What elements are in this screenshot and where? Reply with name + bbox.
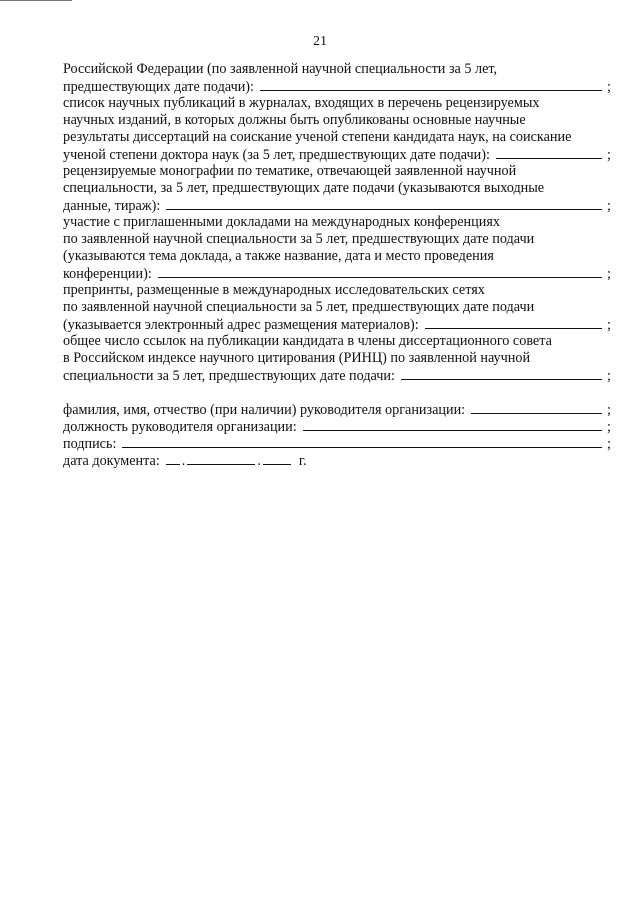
text-line: участие с приглашенными докладами на международных конференциях: [63, 214, 500, 230]
date-year-field[interactable]: [263, 452, 291, 465]
field-line: конференции): ;: [63, 266, 611, 282]
fill-blank[interactable]: [496, 146, 602, 159]
text-line: по заявленной научной специальности за 5 лет, предшествующих дате подачи: [63, 231, 535, 247]
head-name-field[interactable]: [471, 401, 602, 414]
text-line: препринты, размещенные в международных исследовательских сетях: [63, 282, 485, 298]
fill-blank[interactable]: [425, 316, 602, 329]
field-line: специальности за 5 лет, предшествующих дате подачи: ;: [63, 368, 611, 384]
signature-line: подпись: ;: [63, 436, 611, 452]
text-line: по заявленной научной специальности за 5 лет, предшествующих дате подачи: [63, 299, 535, 315]
text-line: (указываются тема доклада, а также название, дата и место проведения: [63, 248, 494, 264]
field-line: данные, тираж): ;: [63, 198, 611, 214]
text-line: в Российском индексе научного цитирования (РИНЦ) по заявленной научной: [63, 350, 531, 366]
text-line: специальности, за 5 лет, предшествующих дате подачи (указываются выходные: [63, 180, 545, 196]
head-position-field[interactable]: [303, 418, 602, 431]
signature-field[interactable]: [122, 435, 602, 448]
field-line: (указывается электронный адрес размещения материалов): ;: [63, 317, 611, 333]
text-line: научных изданий, в которых должны быть опубликованы основные научные: [63, 112, 526, 128]
document-body: [63, 61, 611, 469]
text-line: список научных публикаций в журналах, входящих в перечень рецензируемых: [63, 95, 540, 111]
date-line: дата документа: . . г.: [63, 453, 307, 469]
text-line: Российской Федерации (по заявленной научной специальности за 5 лет,: [63, 61, 498, 77]
fill-blank[interactable]: [260, 78, 602, 91]
field-line: ученой степени доктора наук (за 5 лет, предшествующих дате подачи): ;: [63, 147, 611, 163]
field-line: предшествующих дате подачи): ;: [63, 79, 611, 95]
text-line: общее число ссылок на публикации кандидата в члены диссертационного совета: [63, 333, 552, 349]
text-line: рецензируемые монографии по тематике, отвечающей заявленной научной: [63, 163, 517, 179]
fill-blank[interactable]: [166, 197, 602, 210]
spacer: [63, 384, 611, 401]
date-month-field[interactable]: [187, 452, 255, 465]
top-rule: [0, 0, 72, 1]
fill-blank[interactable]: [158, 265, 602, 278]
page-number: 21: [313, 34, 327, 49]
date-day-field[interactable]: [166, 452, 180, 465]
head-position-line: должность руководителя организации: ;: [63, 419, 611, 435]
head-name-line: фамилия, имя, отчество (при наличии) руководителя организации: ;: [63, 402, 611, 418]
text-line: результаты диссертаций на соискание ученой степени кандидата наук, на соискание: [63, 129, 572, 145]
fill-blank[interactable]: [401, 367, 602, 380]
